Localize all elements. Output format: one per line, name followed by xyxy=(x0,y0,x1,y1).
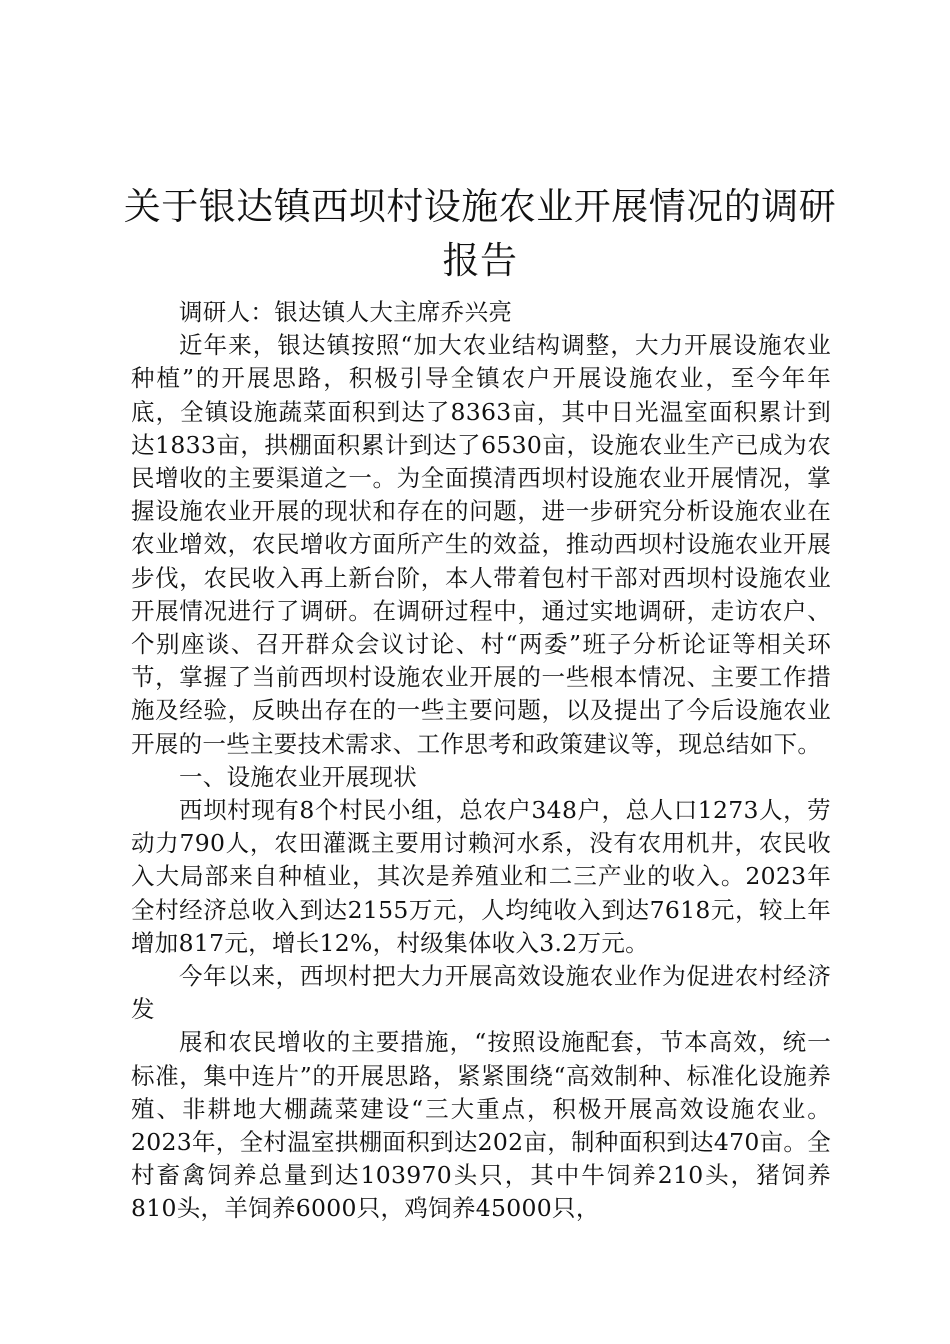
document-body xyxy=(131,296,831,1226)
section-heading: 一、设施农业开展现状 xyxy=(179,762,417,791)
measures-paragraph-continued: 展和农民增收的主要措施，“按照设施配套，节本高效，统一标准，集中连片”的开展思路，紧紧围绕“高效制种、标准化设施养殖、非耕地大棚蔬菜建设“三大重点，积极开展高效设施农业。2023年，全村温室拱棚面积到达202亩，制种面积到达470亩。全村畜禽饲养总量到达103970头只，其中牛饲养210头，猪饲养810头，羊饲养6000只，鸡饲养45000只， xyxy=(131,1028,831,1223)
village-overview-paragraph: 西坝村现有8个村民小组，总农户348户，总人口1273人，劳动力790人，农田灌溉主要用讨赖河水系，没有农用机井，农民收入大局部来自种植业，其次是养殖业和二三产业的收入。2023年全村经济总收入到达2155万元，人均纯收入到达7618元，较上年增加817元，增长12%，村级集体收入3.2万元。 xyxy=(131,796,831,957)
document-title: 关于银达镇西坝村设施农业开展情况的调研报告 xyxy=(123,185,837,282)
intro-paragraph: 近年来，银达镇按照“加大农业结构调整，大力开展设施农业种植”的开展思路，积极引导全镇农户开展设施农业，至今年年底，全镇设施蔬菜面积到达了8363亩，其中日光温室面积累计到达1833亩，拱棚面积累计到达了6530亩，设施农业生产已成为农民增收的主要渠道之一。为全面摸清西坝村设施农业开展情况，掌握设施农业开展的现状和存在的问题，进一步研究分析设施农业在农业增效，农民增收方面所产生的效益，推动西坝村设施农业开展步伐，农民收入再上新台阶，本人带着包村干部对西坝村设施农业开展情况进行了调研。在调研过程中，通过实地调研，走访农户、个别座谈、召开群众会议讨论、村“两委”班子分析论证等相关环节，掌握了当前西坝村设施农业开展的一些根本情况、主要工作措施及经验，反映出存在的一些主要问题，以及提出了今后设施农业开展的一些主要技术需求、工作思考和政策建议等，现总结如下。 xyxy=(131,331,831,758)
author-line: 调研人：银达镇人大主席乔兴亮 xyxy=(179,298,513,326)
measures-paragraph-start: 今年以来，西坝村把大力开展高效设施农业作为促进农村经济发 xyxy=(131,962,831,1024)
